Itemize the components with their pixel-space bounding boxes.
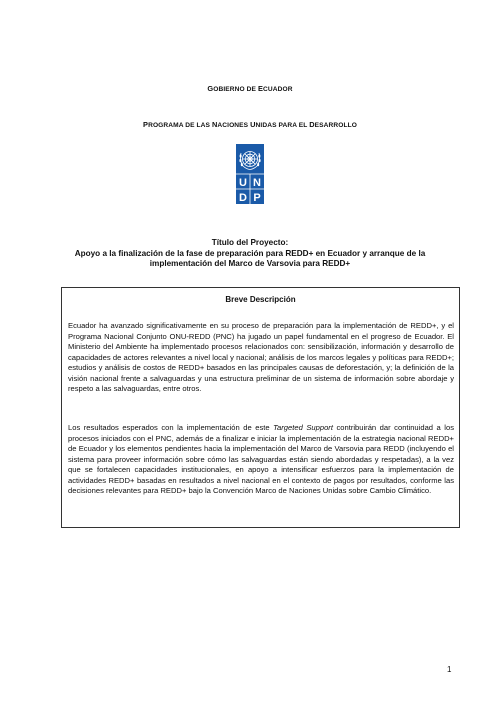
undp-logo bbox=[236, 144, 264, 204]
heading-initial: G bbox=[207, 84, 214, 93]
heading-rest: ACIONES bbox=[217, 122, 251, 129]
targeted-support-term: Targeted Support bbox=[273, 423, 333, 432]
paragraph-text-part: contribuirán dar continuidad a los procesos iniciados con el PNC, además de a finalizar e iniciar la implementación de la estrategia nacional REDD+ de Ecuador y los elementos pendientes hacia la implementación del Marco de Varsovia para REDD (incluyendo el sistema para proveer información sobre cómo las salvaguardas están siendo abordadas y respetadas), a la vez que se fortalecen capacidades institucionales, en apoyo a intensificar esfuerzos para la implementación de actividades REDD+ basadas en resultados a nivel nacional en el contexto de pagos por resultados, conforme las decisiones relevantes para REDD+ bajo la Convención Marco de Naciones Unidas sobre Cambio Climático. bbox=[68, 423, 455, 496]
project-title-label: Título del Proyecto: bbox=[211, 238, 289, 247]
project-title-line-2: implementación del Marco de Varsovia para REDD+ bbox=[149, 259, 351, 269]
heading-initial: D bbox=[309, 120, 315, 129]
government-heading bbox=[0, 84, 500, 93]
logo-letter-p: P bbox=[253, 192, 261, 204]
heading-initial: U bbox=[250, 120, 256, 129]
programme-heading bbox=[0, 120, 500, 129]
heading-rest: NIDAS PARA EL bbox=[255, 122, 310, 129]
heading-initial: N bbox=[211, 120, 218, 129]
page-number: 1 bbox=[447, 665, 452, 674]
heading-rest: OBIERNO DE bbox=[213, 86, 258, 93]
paragraph-text: Ecuador ha avanzado significativamente en su proceso de preparación para la implementación de REDD+, y el Programa Nacional Conjunto ONU-REDD (PNC) ha jugado un papel fundamental en el progreso de Ecuador. El Ministerio del Ambiente ha implementado procesos relacionados con: sensibilización, información y desarrollo de capacidades de actores relevantes a nivel local y nacional; análisis de los marcos legales y políticas para REDD+; estudios y análisis de costos de REDD+ basados en las principales causas de deforestación, y; la definición de la visión nacional frente a salvaguardas y una estructura preliminar de un sistema de información sobre abordaje y respeto a las salvaguardas, entre otros. bbox=[68, 321, 454, 394]
project-title-block bbox=[60, 238, 440, 270]
description-paragraph-1 bbox=[68, 321, 454, 395]
description-paragraph-2 bbox=[68, 423, 454, 497]
logo-letter-n: N bbox=[253, 177, 261, 189]
paragraph-text-part: Los resultados esperados con la implementación de este bbox=[68, 423, 274, 432]
heading-initial: E bbox=[257, 84, 264, 93]
paragraph-text bbox=[68, 423, 454, 497]
logo-letter-u: U bbox=[239, 177, 247, 189]
heading-rest: ROGRAMA DE LAS bbox=[148, 122, 212, 129]
project-title-line-1: Apoyo a la finalización de la fase de preparación para REDD+ en Ecuador y arranque de la bbox=[74, 248, 426, 258]
heading-initial: P bbox=[143, 120, 149, 129]
brief-description-box bbox=[61, 287, 460, 528]
heading-rest: ESARROLLO bbox=[314, 122, 357, 129]
brief-description-heading: Breve Descripción bbox=[225, 295, 296, 304]
heading-rest: CUADOR bbox=[263, 86, 293, 93]
logo-letter-d: D bbox=[239, 192, 247, 204]
undp-emblem-icon bbox=[236, 144, 264, 204]
